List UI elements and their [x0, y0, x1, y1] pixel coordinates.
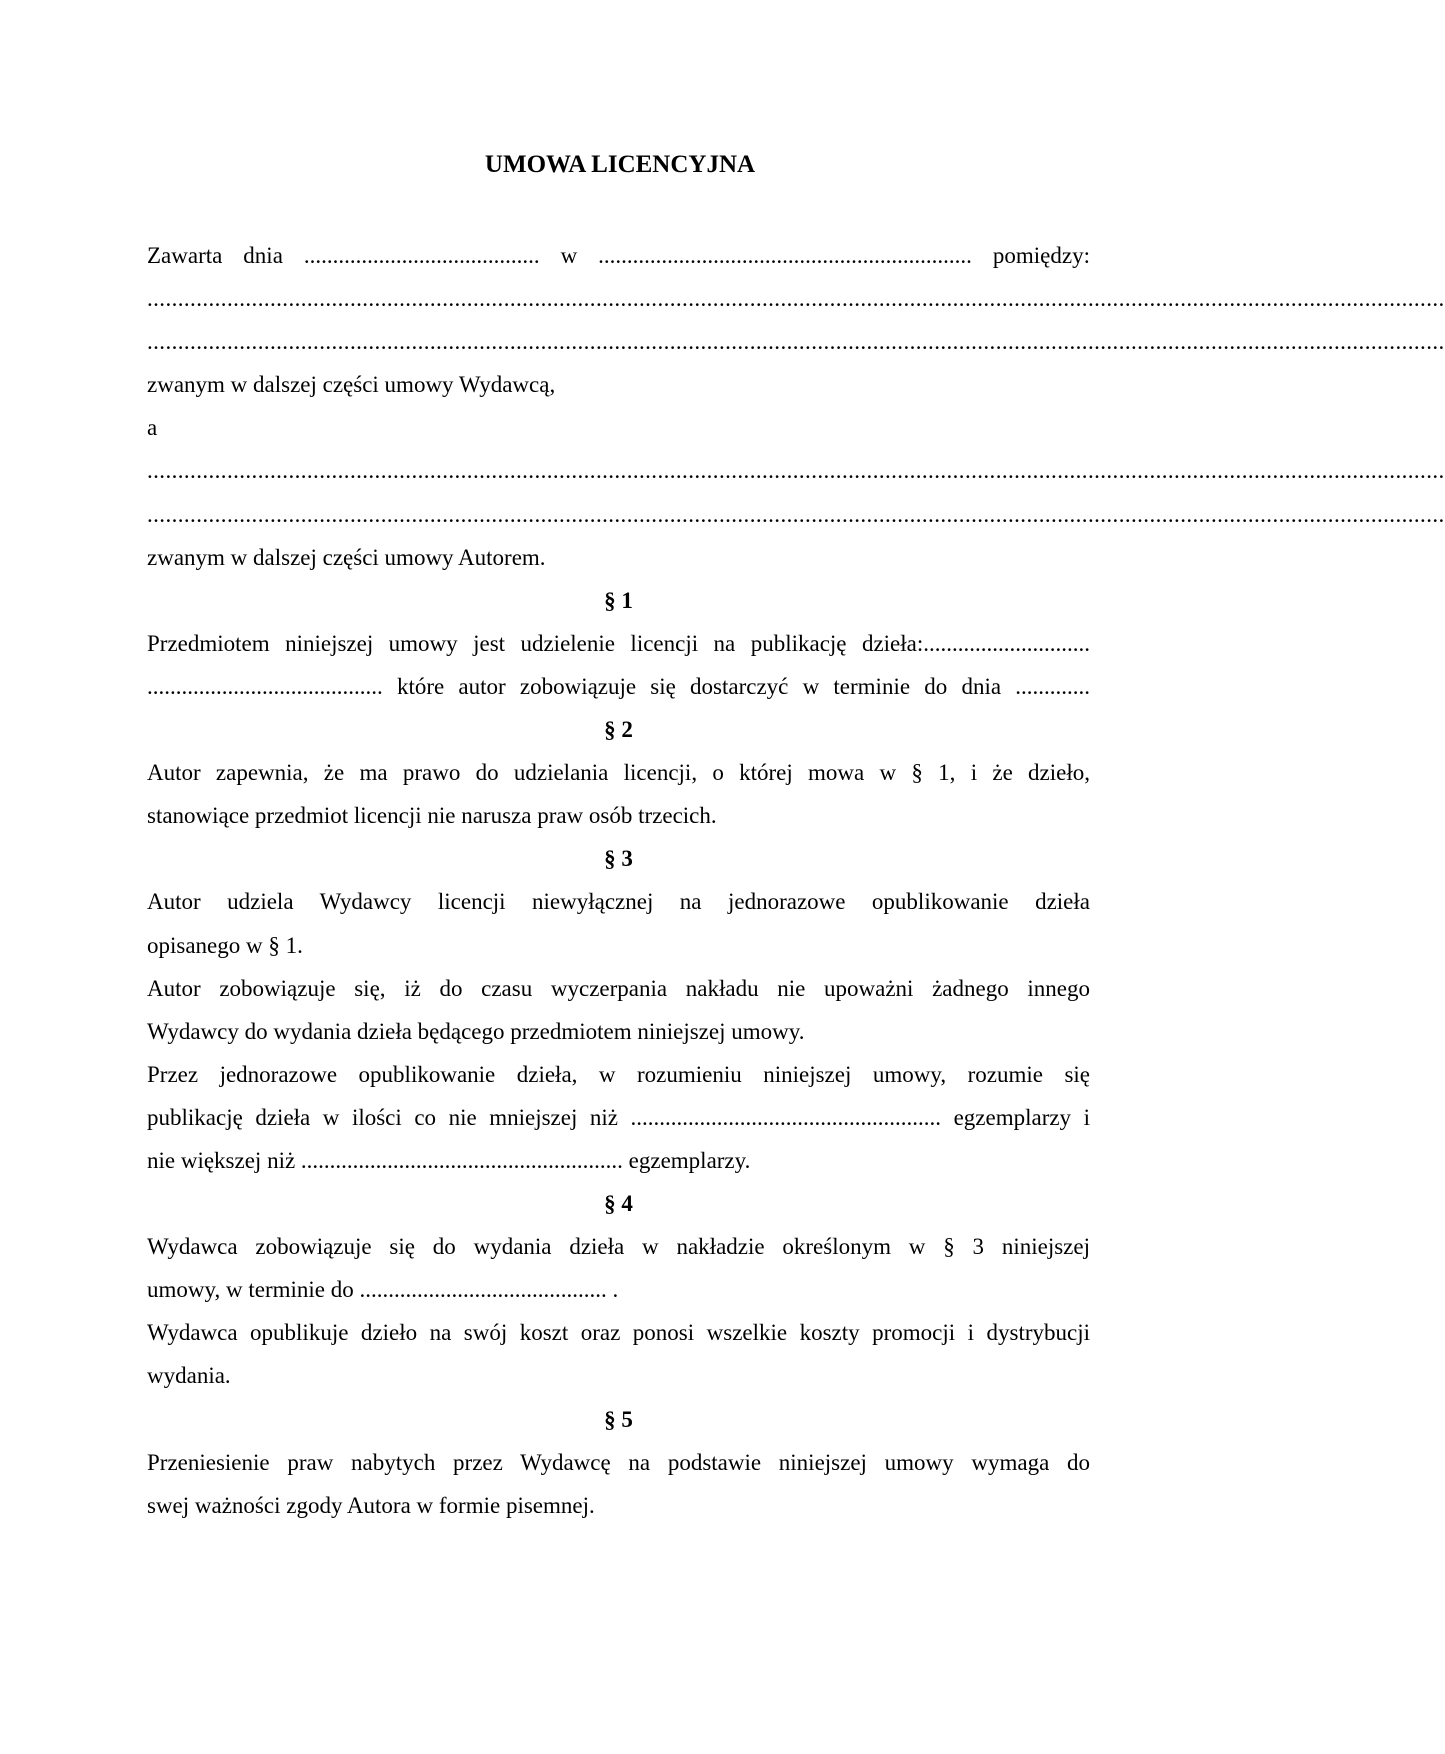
paragraph-line: Autor udziela Wydawcy licencji niewyłącznej na jednorazowe opublikowanie dzieła [147, 889, 1090, 915]
paragraph-line: publikację dzieła w ilości co nie mniejszej niż ...................................................... egzemplarzy i [147, 1104, 1090, 1130]
document-title: UMOWA LICENCYJNA [484, 151, 756, 178]
paragraph-line: Autor zobowiązuje się, iż do czasu wyczerpania nakładu nie upoważni żadnego innego [147, 975, 1090, 1001]
document-body [147, 234, 1445, 1527]
paragraph-line: wydania. [147, 1363, 231, 1389]
publisher-definition: zwanym w dalszej części umowy Wydawcą, [147, 372, 556, 398]
blank-line: ................................................................................................................................................................................................................... [147, 286, 1445, 312]
blank-line: ................................................................................................................................................................................................................... [147, 329, 1445, 355]
paragraph-line: swej ważności zgody Autora w formie pisemnej. [147, 1492, 595, 1518]
section-heading-1: § 1 [604, 587, 633, 613]
paragraph-line: nie większej niż ........................................................ egzemplarzy. [147, 1147, 751, 1173]
section-heading-3: § 3 [604, 846, 633, 872]
section-heading-2: § 2 [604, 717, 633, 743]
conjunction-a: a [147, 415, 158, 441]
section-heading-5: § 5 [604, 1406, 633, 1432]
paragraph-line: opisanego w § 1. [147, 932, 303, 958]
paragraph-line: Wydawca zobowiązuje się do wydania dzieła w nakładzie określonym w § 3 niniejszej [147, 1234, 1090, 1260]
paragraph-line: umowy, w terminie do ........................................... . [147, 1277, 619, 1303]
paragraph-line: ......................................... które autor zobowiązuje się dostarczyć w terminie do dnia ............. [147, 673, 1090, 699]
blank-line: ................................................................................................................................................................................................................... [147, 501, 1445, 527]
paragraph-line: Przez jednorazowe opublikowanie dzieła, w rozumieniu niniejszej umowy, rozumie się [147, 1061, 1090, 1087]
section-heading-4: § 4 [604, 1191, 633, 1217]
contract-date-place-line: Zawarta dnia ......................................... w ................................................................. pomiędzy: [147, 243, 1090, 268]
paragraph-line: Przeniesienie praw nabytych przez Wydawcę na podstawie niniejszej umowy wymaga do [147, 1449, 1090, 1475]
paragraph-line: Przedmiotem niniejszej umowy jest udzielenie licencji na publikację dzieła:............................. [147, 630, 1090, 656]
paragraph-line: stanowiące przedmiot licencji nie narusza praw osób trzecich. [147, 803, 717, 829]
author-definition: zwanym w dalszej części umowy Autorem. [147, 544, 546, 570]
paragraph-line: Wydawca opublikuje dzieło na swój koszt oraz ponosi wszelkie koszty promocji i dystrybucji [147, 1320, 1090, 1346]
paragraph-line: Autor zapewnia, że ma prawo do udzielania licencji, o której mowa w § 1, i że dzieło, [147, 760, 1090, 786]
blank-line: ................................................................................................................................................................................................................... [147, 458, 1445, 484]
paragraph-line: Wydawcy do wydania dzieła będącego przedmiotem niniejszej umowy. [147, 1018, 805, 1044]
